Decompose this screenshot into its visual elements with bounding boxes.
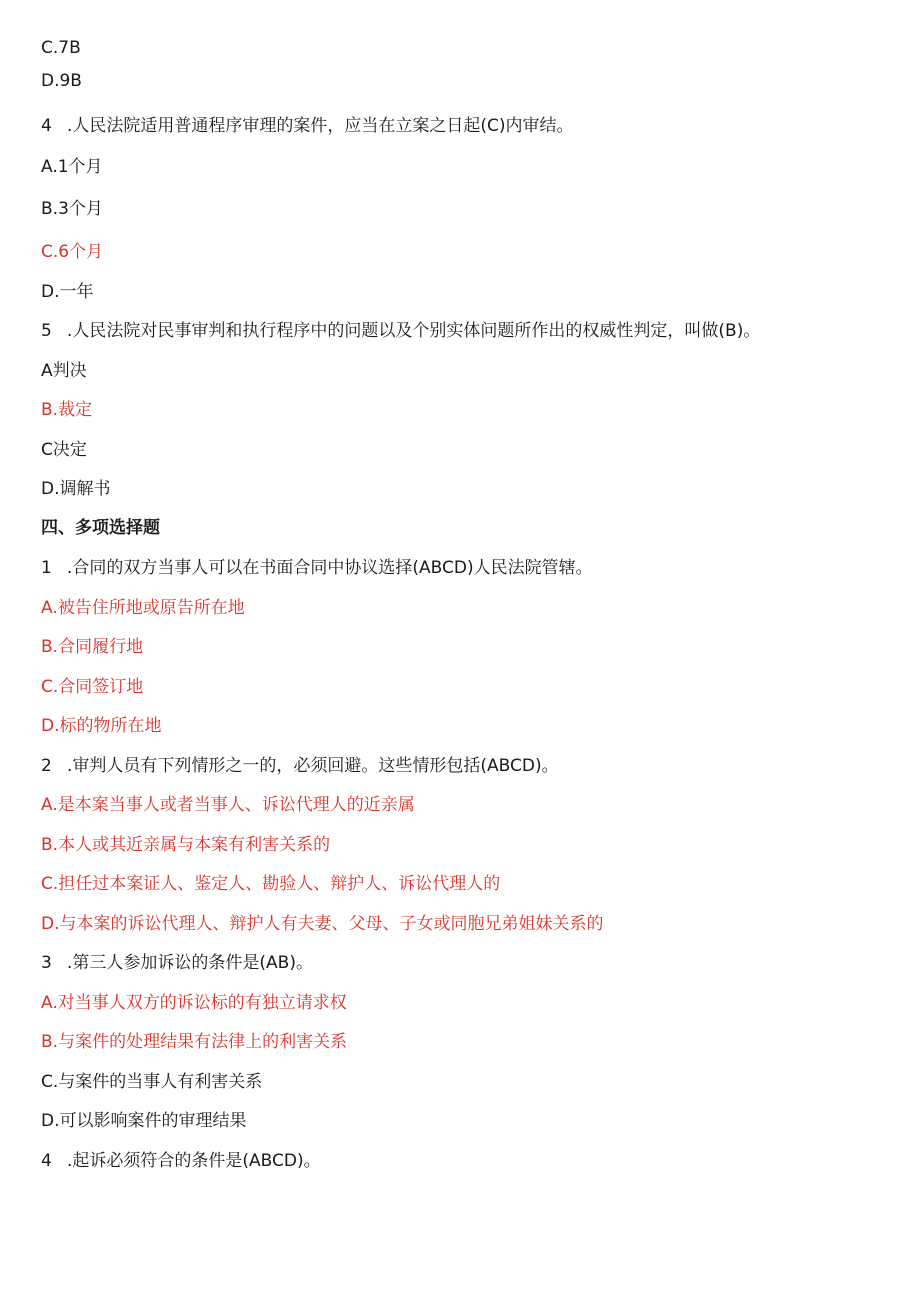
answer-option-line: C.6个月 bbox=[41, 242, 104, 262]
question-line bbox=[41, 114, 574, 138]
question-number: 4 bbox=[41, 1151, 52, 1171]
answer-option-line: D.标的物所在地 bbox=[41, 716, 162, 736]
option-line: D.可以影响案件的审理结果 bbox=[41, 1111, 247, 1131]
option-line: C.7B bbox=[41, 38, 81, 58]
answer-option-line: A.对当事人双方的诉讼标的有独立请求权 bbox=[41, 993, 347, 1013]
question-text: .人民法院对民事审判和执行程序中的问题以及个别实体问题所作出的权威性判定，叫做(B)。 bbox=[67, 321, 761, 341]
option-line: B.3个月 bbox=[41, 199, 103, 219]
answer-option-line: A.是本案当事人或者当事人、诉讼代理人的近亲属 bbox=[41, 795, 415, 815]
answer-option-line: B.与案件的处理结果有法律上的利害关系 bbox=[41, 1032, 348, 1052]
question-line bbox=[41, 1149, 321, 1173]
question-number: 4 bbox=[41, 116, 52, 136]
question-line bbox=[41, 319, 760, 343]
option-line: D.一年 bbox=[41, 282, 94, 302]
section-heading: 四、多项选择题 bbox=[41, 518, 160, 538]
option-line: D.调解书 bbox=[41, 479, 111, 499]
question-text: .审判人员有下列情形之一的，必须回避。这些情形包括(ABCD)。 bbox=[67, 756, 559, 776]
question-text: .合同的双方当事人可以在书面合同中协议选择(ABCD)人民法院管辖。 bbox=[67, 558, 593, 578]
option-line: C.与案件的当事人有利害关系 bbox=[41, 1072, 263, 1092]
question-line bbox=[41, 556, 593, 580]
answer-option-line: A.被告住所地或原告所在地 bbox=[41, 598, 245, 618]
question-text: .第三人参加诉讼的条件是(AB)。 bbox=[67, 953, 313, 973]
answer-option-line: B.裁定 bbox=[41, 400, 93, 420]
question-number: 5 bbox=[41, 321, 52, 341]
option-line: A.1个月 bbox=[41, 157, 103, 177]
option-line: C决定 bbox=[41, 440, 87, 460]
question-number: 2 bbox=[41, 756, 52, 776]
answer-option-line: B.本人或其近亲属与本案有利害关系的 bbox=[41, 835, 331, 855]
answer-option-line: B.合同履行地 bbox=[41, 637, 144, 657]
option-line: A判决 bbox=[41, 361, 87, 381]
option-line: D.9B bbox=[41, 71, 82, 91]
question-number: 1 bbox=[41, 558, 52, 578]
question-line bbox=[41, 754, 559, 778]
question-text: .起诉必须符合的条件是(ABCD)。 bbox=[67, 1151, 321, 1171]
answer-option-line: C.担任过本案证人、鉴定人、勘验人、辩护人、诉讼代理人的 bbox=[41, 874, 501, 894]
question-number: 3 bbox=[41, 953, 52, 973]
answer-option-line: D.与本案的诉讼代理人、辩护人有夫妻、父母、子女或同胞兄弟姐妹关系的 bbox=[41, 914, 604, 934]
question-text: .人民法院适用普通程序审理的案件，应当在立案之日起(C)内审结。 bbox=[67, 116, 574, 136]
question-line bbox=[41, 951, 313, 975]
answer-option-line: C.合同签订地 bbox=[41, 677, 144, 697]
